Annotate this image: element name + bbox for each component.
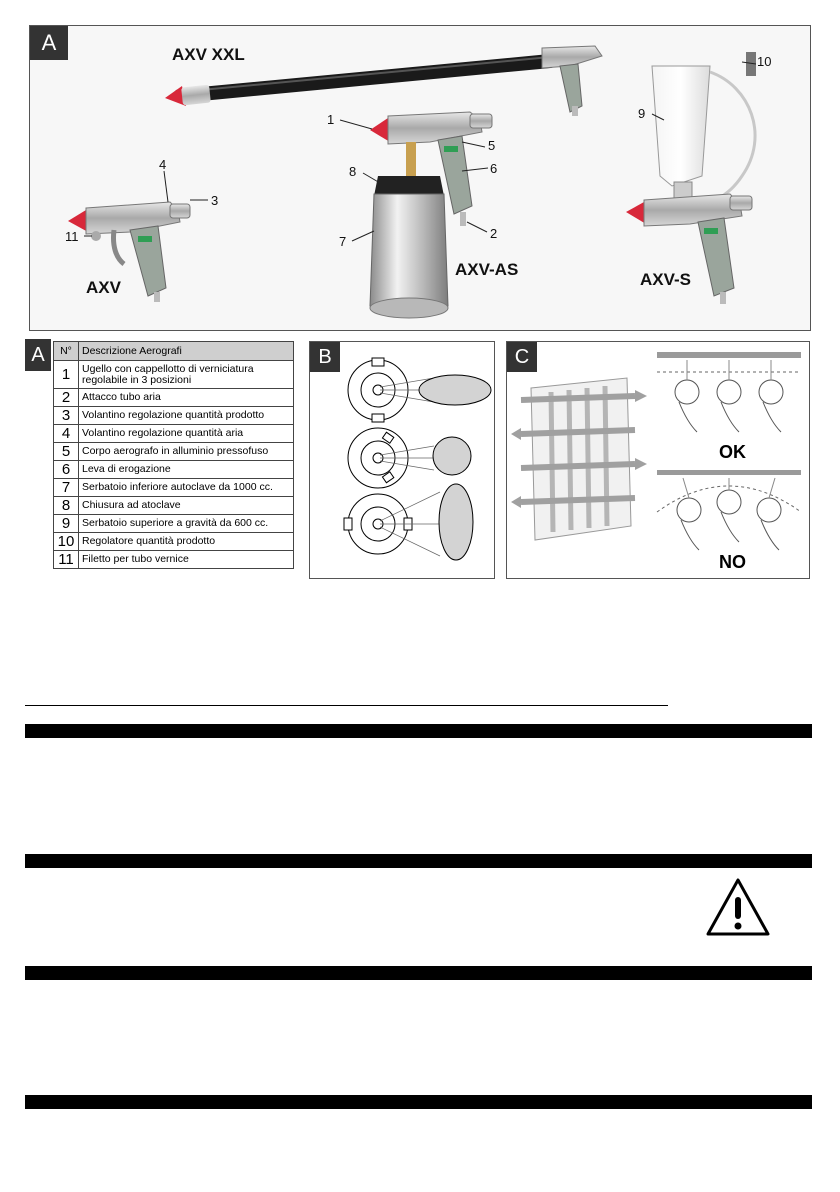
row-desc: Volantino regolazione quantità aria bbox=[79, 425, 294, 443]
section-bar-2 bbox=[25, 854, 812, 868]
section-bar-1 bbox=[25, 724, 812, 738]
painting-technique-diagram bbox=[507, 342, 809, 578]
table-row bbox=[54, 461, 294, 479]
table-row bbox=[54, 361, 294, 389]
model-label-axv-s: AXV-S bbox=[640, 270, 692, 289]
table-row bbox=[54, 533, 294, 551]
row-num: 10 bbox=[54, 533, 79, 551]
row-desc: Attacco tubo aria bbox=[79, 389, 294, 407]
callout-9: 9 bbox=[638, 106, 646, 121]
spray-gun-illustrations bbox=[30, 26, 810, 330]
row-desc: Serbatoio superiore a gravità da 600 cc. bbox=[79, 515, 294, 533]
callout-3: 3 bbox=[211, 193, 219, 208]
row-num: 1 bbox=[54, 361, 79, 389]
pattern-horizontal bbox=[348, 358, 491, 422]
row-desc: Serbatoio inferiore autoclave da 1000 cc. bbox=[79, 479, 294, 497]
callout-5: 5 bbox=[488, 138, 496, 153]
callout-10: 10 bbox=[757, 54, 772, 69]
ok-technique bbox=[657, 352, 801, 432]
header-desc: Descrizione Aerografi bbox=[79, 342, 294, 361]
table-row bbox=[54, 479, 294, 497]
row-num: 6 bbox=[54, 461, 79, 479]
row-desc: Filetto per tubo vernice bbox=[79, 551, 294, 569]
table-row bbox=[54, 497, 294, 515]
table-row bbox=[54, 515, 294, 533]
model-label-axv-as: AXV-AS bbox=[455, 260, 519, 279]
table-header-row bbox=[54, 342, 294, 361]
table-row bbox=[54, 425, 294, 443]
row-desc: Regolatore quantità prodotto bbox=[79, 533, 294, 551]
table-row bbox=[54, 443, 294, 461]
no-technique bbox=[657, 470, 801, 550]
pattern-vertical bbox=[344, 484, 473, 560]
model-label-axv: AXV bbox=[86, 278, 121, 297]
figure-b-letter: B bbox=[310, 342, 340, 372]
callout-1: 1 bbox=[327, 112, 335, 127]
row-num: 9 bbox=[54, 515, 79, 533]
row-desc: Corpo aerografo in alluminio pressofuso bbox=[79, 443, 294, 461]
table-row bbox=[54, 389, 294, 407]
ok-label: OK bbox=[719, 442, 746, 462]
row-num: 4 bbox=[54, 425, 79, 443]
callout-8: 8 bbox=[349, 164, 357, 179]
figure-c-letter: C bbox=[507, 342, 537, 372]
callout-4: 4 bbox=[159, 157, 167, 172]
section-bar-4 bbox=[25, 1095, 812, 1109]
model-label-axv-xxl: AXV XXL bbox=[172, 45, 245, 64]
figure-a-panel bbox=[29, 25, 811, 331]
axv-s-gun bbox=[626, 52, 756, 304]
row-desc: Chiusura ad atoclave bbox=[79, 497, 294, 515]
figure-b-panel bbox=[309, 341, 495, 579]
header-num: N° bbox=[54, 342, 79, 361]
row-desc: Ugello con cappellotto di verniciatura regolabile in 3 posizioni bbox=[79, 361, 294, 389]
row-num: 8 bbox=[54, 497, 79, 515]
row-num: 11 bbox=[54, 551, 79, 569]
row-num: 5 bbox=[54, 443, 79, 461]
callout-7: 7 bbox=[339, 234, 347, 249]
callout-6: 6 bbox=[490, 161, 498, 176]
table-row bbox=[54, 551, 294, 569]
callout-2: 2 bbox=[490, 226, 498, 241]
table-row bbox=[54, 407, 294, 425]
axv-as-gun bbox=[370, 112, 492, 318]
figure-c-panel bbox=[506, 341, 810, 579]
section-bar-3 bbox=[25, 966, 812, 980]
row-desc: Leva di erogazione bbox=[79, 461, 294, 479]
table-letter: A bbox=[25, 339, 51, 371]
row-num: 2 bbox=[54, 389, 79, 407]
callout-11: 11 bbox=[65, 229, 79, 244]
figure-a-letter: A bbox=[30, 26, 68, 60]
parts-table bbox=[53, 341, 294, 569]
row-num: 3 bbox=[54, 407, 79, 425]
crosshatch-pattern bbox=[511, 378, 647, 540]
warning-triangle-icon bbox=[705, 877, 771, 937]
pattern-round bbox=[348, 428, 471, 488]
spray-pattern-diagrams bbox=[310, 342, 494, 578]
row-desc: Volantino regolazione quantità prodotto bbox=[79, 407, 294, 425]
row-num: 7 bbox=[54, 479, 79, 497]
no-label: NO bbox=[719, 552, 746, 572]
parts-table-section bbox=[25, 339, 301, 579]
separator-line bbox=[25, 705, 668, 706]
